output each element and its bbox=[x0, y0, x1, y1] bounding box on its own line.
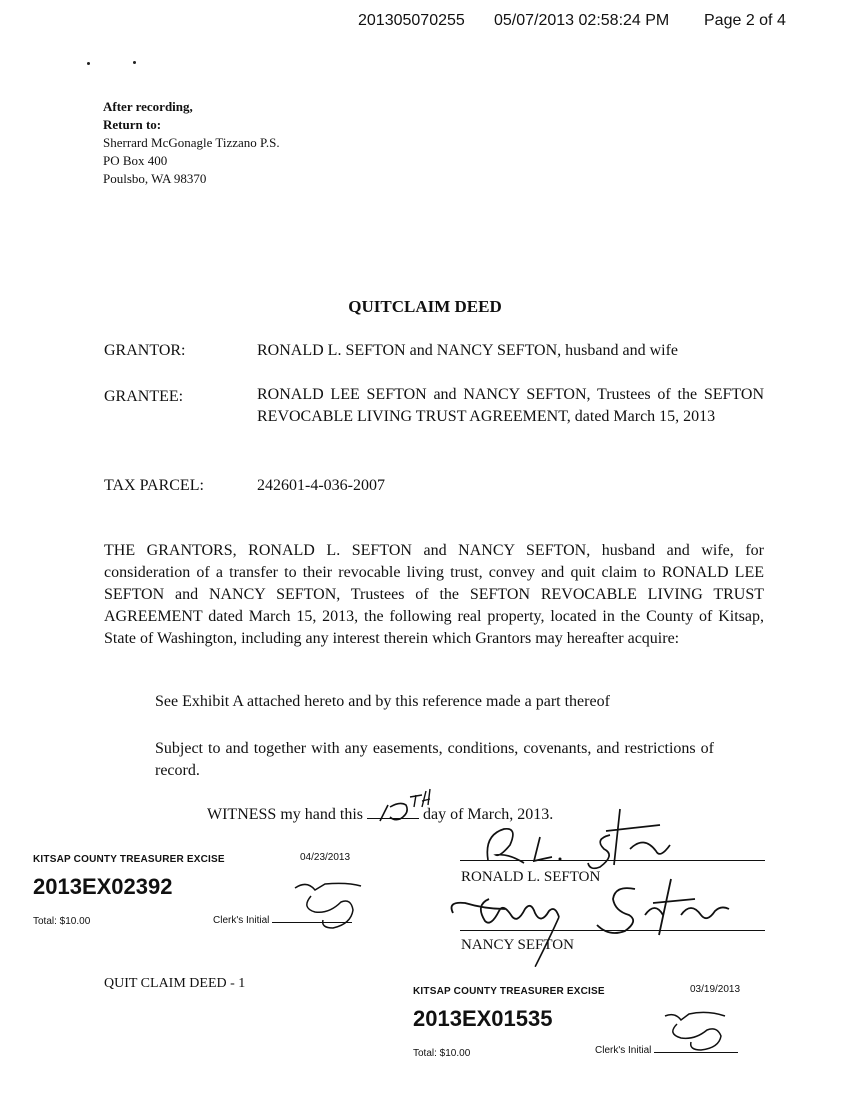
document-number: 201305070255 bbox=[358, 12, 465, 29]
recording-header bbox=[0, 12, 790, 36]
return-po-box: PO Box 400 bbox=[103, 153, 168, 168]
stamp-1-number: 2013EX02392 bbox=[33, 874, 173, 899]
stamp-2-title: KITSAP COUNTY TREASURER EXCISE bbox=[413, 986, 605, 997]
witness-suffix: day of March, 2013. bbox=[423, 806, 554, 823]
page-indicator: Page 2 of 4 bbox=[704, 12, 786, 29]
return-subheading: Return to: bbox=[103, 117, 162, 132]
stamp-1-initial-label: Clerk's Initial bbox=[213, 915, 270, 926]
stamp-1-date: 04/23/2013 bbox=[300, 852, 351, 863]
tax-parcel-label: TAX PARCEL: bbox=[104, 477, 204, 494]
return-heading: After recording, bbox=[103, 99, 193, 114]
signer-name-2: NANCY SEFTON bbox=[461, 937, 574, 953]
stamp-2-number: 2013EX01535 bbox=[413, 1006, 553, 1031]
grantee-label: GRANTEE: bbox=[104, 388, 184, 405]
exhibit-reference: See Exhibit A attached hereto and by this reference made a part thereof bbox=[155, 693, 610, 710]
return-address-block bbox=[103, 98, 280, 188]
stamp-2-initial-label: Clerk's Initial bbox=[595, 1045, 652, 1056]
conveyance-paragraph: THE GRANTORS, RONALD L. SEFTON and NANCY SEFTON, husband and wife, for consideration of a transfer to their revocable living trust, convey and quit claim to RONALD LEE SEFTON and NANCY SEFTON, Trustees of the SEFTON REVOCABLE LIVING TRUST AGREEMENT dated March 15, 2013, the following real property, located in the County of Kitsap, State of Washington, including any interest therein which Grantors may hereafter acquire: bbox=[104, 542, 764, 647]
scan-speck bbox=[133, 61, 136, 64]
witness-prefix: WITNESS my hand this bbox=[207, 806, 363, 823]
tax-parcel-value: 242601-4-036-2007 bbox=[257, 477, 385, 494]
scan-speck bbox=[87, 62, 90, 65]
recording-timestamp: 05/07/2013 02:58:24 PM bbox=[494, 12, 670, 29]
signature-ronald bbox=[470, 805, 680, 875]
stamp-2-initials-scribble bbox=[655, 1008, 735, 1053]
page-footer-label: QUIT CLAIM DEED - 1 bbox=[104, 976, 246, 991]
stamp-1-total: Total: $10.00 bbox=[33, 916, 91, 927]
stamp-1-title: KITSAP COUNTY TREASURER EXCISE bbox=[33, 854, 225, 865]
grantee-value: RONALD LEE SEFTON and NANCY SEFTON, Trustees of the SEFTON REVOCABLE LIVING TRUST AGREEMENT, dated March 15, 2013 bbox=[257, 386, 764, 425]
stamp-2-date: 03/19/2013 bbox=[690, 984, 741, 995]
signature-nancy bbox=[445, 875, 745, 975]
return-city: Poulsbo, WA 98370 bbox=[103, 171, 207, 186]
stamp-2-total: Total: $10.00 bbox=[413, 1048, 471, 1059]
grantor-label: GRANTOR: bbox=[104, 342, 186, 359]
signer-name-1: RONALD L. SEFTON bbox=[461, 869, 601, 885]
grantor-value: RONALD L. SEFTON and NANCY SEFTON, husband and wife bbox=[257, 342, 679, 359]
return-firm: Sherrard McGonagle Tizzano P.S. bbox=[103, 135, 280, 150]
handwritten-day bbox=[370, 785, 450, 830]
document-title: QUITCLAIM DEED bbox=[348, 297, 502, 316]
subject-to-paragraph: Subject to and together with any easements, conditions, covenants, and restrictions of record. bbox=[155, 740, 714, 779]
stamp-1-initials-scribble bbox=[285, 878, 370, 933]
